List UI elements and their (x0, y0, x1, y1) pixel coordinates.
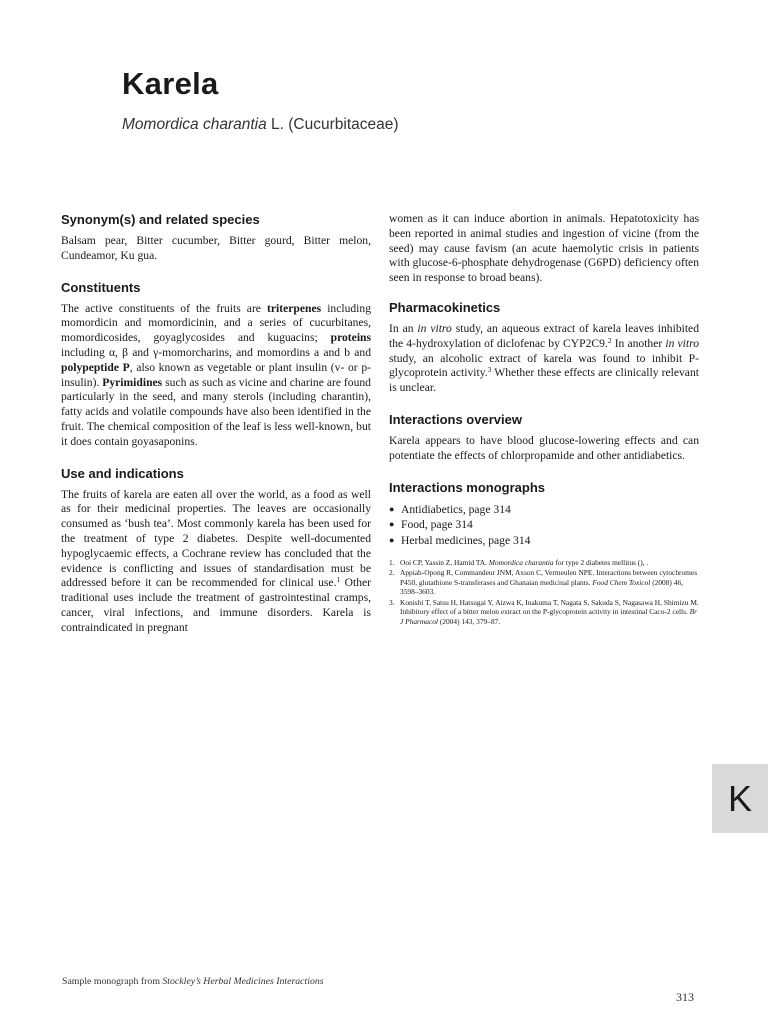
bold-term: Pyrimidines (102, 375, 163, 389)
constituents-section (61, 280, 371, 450)
reference-number: 3. (389, 597, 395, 607)
text-run: Whether these effects are clinically relevant is unclear. (389, 366, 699, 395)
left-column (61, 212, 371, 652)
bold-term: polypeptide P (61, 360, 130, 374)
text-run: The fruits of karela are eaten all over the world, as a food as well as for their medicinal properties. The leaves are occasionally consumed as ‘bush tea’. Most commonly karela has been used for the treatment of type 2 diabetes. Despite well-documented hypoglycaemic effects, a Cochrane review has concluded that the evidence is conflicting and issues of standardisation must be addressed before it can be recommended for clinical use. (61, 487, 371, 590)
text-run: including momordicin and momordicinin, and a series of cucurbitanes, momordicosides, goyaglycosides and kuguacins; (61, 301, 371, 345)
constituents-text (61, 302, 371, 450)
reference-text (400, 568, 699, 596)
text-run: such as such as vicine and charine are found particularly in the seed, and many sterols (including charantin), fatty acids and volatile compounds have also been identified in the fruit. The chemical composition of the leaf is less well-known, but it does contain goyasaponins. (61, 375, 371, 448)
uses-text (61, 488, 371, 636)
list-item-label: Herbal medicines, page 314 (401, 533, 531, 547)
page-number: 313 (676, 990, 694, 1004)
references-list (389, 558, 699, 626)
uses-heading: Use and indications (61, 465, 184, 481)
bold-term: proteins (330, 331, 371, 345)
text-run: study, an aqueous extract of karela leaves inhibited the 4-hydroxylation of diclofenac by CYP2C9. (389, 321, 699, 350)
monographs-heading: Interactions monographs (389, 479, 546, 495)
list-item (389, 502, 699, 518)
reference-item (389, 558, 699, 567)
text-run: study, an alcoholic extract of karela was found to inhibit P-glycoprotein activity. (389, 351, 699, 380)
synonyms-heading: Synonym(s) and related species (61, 212, 260, 227)
footer-note (62, 976, 324, 987)
reference-number: 2. (389, 568, 395, 578)
text-run: Ooi CP, Yassin Z, Hamid TA. (400, 558, 489, 568)
monographs-list (389, 502, 699, 549)
synonyms-text: Balsam pear, Bitter cucumber, Bitter gourd, Bitter melon, Cundeamor, Ku gua. (61, 234, 371, 262)
text-run: In another (611, 336, 666, 350)
text-run: Konishi T, Satsu H, Hatsugai Y, Aizwa K, Inakuma T, Nagata S, Sakuda S, Nagasawa H, Shimizu M. Inhibitory effect of a bitter melon extract on the P-glycoprotein activity in intestinal Caco-2 cells. (400, 597, 699, 617)
reference-mark: 1 (336, 575, 341, 585)
reference-item (389, 598, 699, 626)
book-title: Stockley’s Herbal Medicines Interactions (162, 976, 324, 987)
list-item-label: Food, page 314 (401, 518, 473, 532)
text-run: , also known as vegetable or plant insulin (v- or p-insulin). (61, 360, 371, 389)
list-item-label: Antidiabetics, page 314 (401, 502, 511, 516)
species-name: Momordica charantia (122, 116, 267, 133)
text-run: Other traditional uses include the treatment of gastrointestinal cramps, cancer, viral infections, and immune disorders. Karela is contraindicated in pregnant (61, 576, 372, 634)
section-tab-letter: K (727, 777, 752, 819)
pharmacokinetics-heading: Pharmacokinetics (389, 299, 501, 315)
overview-section (389, 412, 699, 464)
italic-term: in vitro (417, 321, 452, 335)
bullet-icon: ● (389, 534, 395, 545)
page-subtitle (122, 116, 399, 134)
reference-mark: 2 (607, 335, 612, 345)
italic-term: Food Chem Toxicol (592, 577, 651, 587)
italic-term: Momordica charantia (488, 558, 554, 568)
section-tab (712, 764, 768, 833)
reference-text (400, 558, 699, 567)
constituents-heading: Constituents (61, 279, 141, 295)
text-run: including α, β and γ-momorcharins, and momordins a and b and (61, 345, 371, 359)
text-run: The active constituents of the fruits are (61, 301, 268, 315)
italic-term: in vitro (665, 336, 699, 350)
overview-heading: Interactions overview (389, 411, 522, 427)
text-run: Appiah-Opong R, Commandeur JNM, Axson C, Vermeulen NPE. Interactions between cytochromes P450, glutathione S-transferases and Ghanaian medicinal plants. (400, 568, 698, 587)
reference-mark: 3 (487, 365, 492, 375)
page-title: Karela (122, 66, 219, 101)
reference-number: 1. (389, 558, 395, 568)
bullet-icon: ● (389, 519, 395, 530)
uses-continued-text: women as it can induce abortion in animals. Hepatotoxicity has been reported in animal studies and ingestion of vicine (from the seed) may cause favism (an acute haemolytic crisis in patients with glucose-6-phosphate dehydrogenase (G6PD) deficiency often seen in response to broad beans). (389, 212, 699, 285)
bold-term: triterpenes (267, 301, 322, 315)
text-run: (2004) 143, 379–87. (437, 616, 501, 626)
text-run: for type 2 diabetes mellitus (), . (553, 558, 649, 568)
reference-item (389, 568, 699, 596)
uses-section (61, 466, 371, 636)
text-run: (2008) 46, 3598–3603. (400, 577, 683, 597)
monographs-section (389, 480, 699, 626)
reference-text (400, 598, 699, 626)
list-item (389, 517, 699, 533)
list-item (389, 533, 699, 549)
bullet-icon: ● (389, 503, 395, 514)
right-column (389, 212, 699, 627)
overview-text: Karela appears to have blood glucose-lowering effects and can potentiate the effects of chlorpropamide and other antidiabetics. (389, 433, 699, 462)
text-run: Sample monograph from (62, 976, 163, 987)
pharmacokinetics-section (389, 300, 699, 396)
italic-term: Br J Pharmacol (400, 607, 698, 626)
species-family: L. (Cucurbitaceae) (266, 116, 399, 133)
pharmacokinetics-text (389, 322, 699, 396)
text-run: In an (389, 321, 418, 335)
synonyms-section (61, 212, 371, 264)
